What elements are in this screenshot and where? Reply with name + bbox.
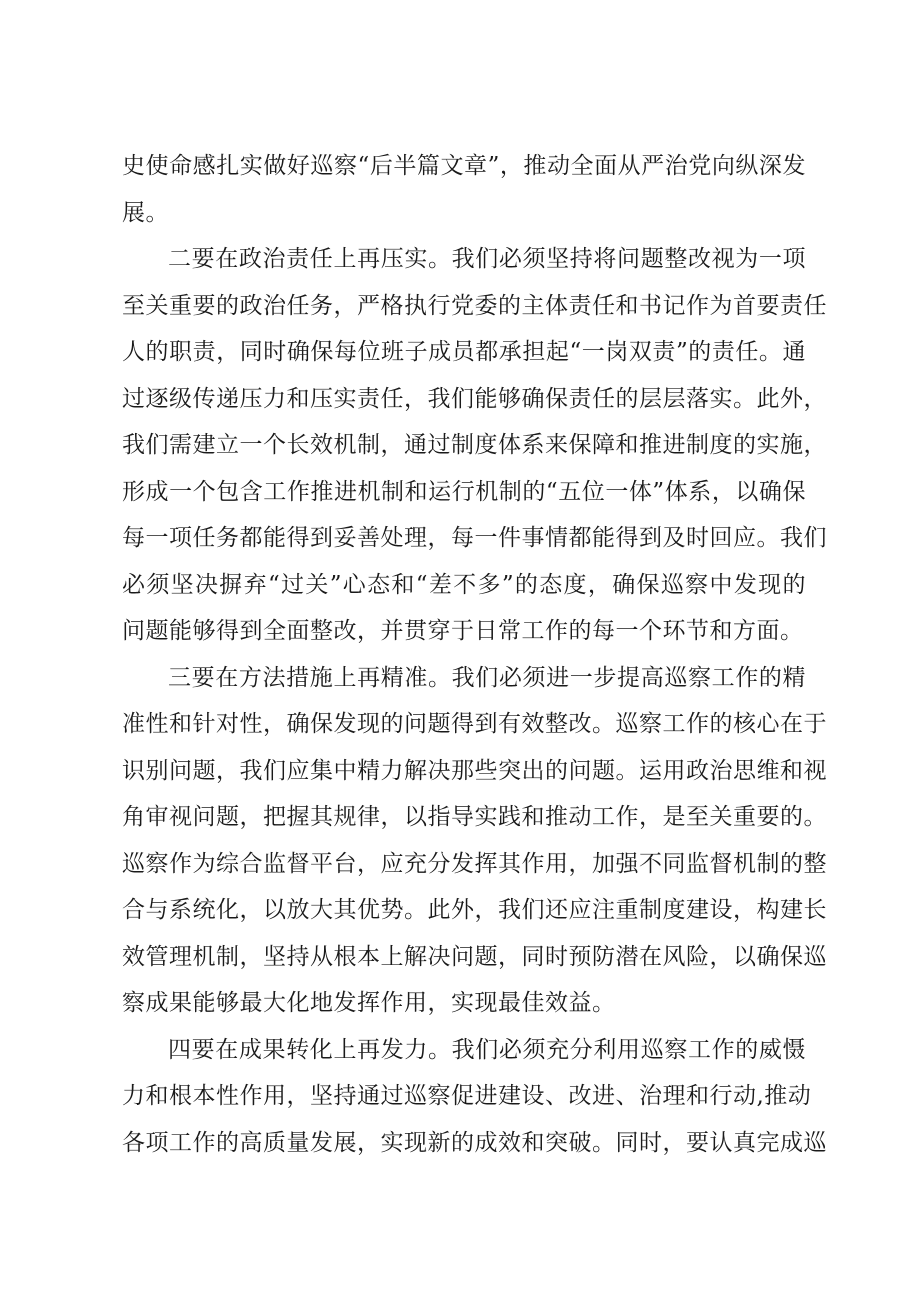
paragraph-start-line: 二要在政治责任上再压实。我们必须坚持将问题整改视为一项 [168,246,806,272]
text-line: 察成果能够最大化地发挥作用，实现最佳效益。 [122,990,616,1016]
text-line: 我们需建立一个长效机制，通过制度体系来保障和推进制度的实施， [122,432,827,458]
text-line: 问题能够得到全面整改，并贯穿于日常工作的每一个环节和方面。 [122,618,804,644]
text-line: 每一项任务都能得到妥善处理，每一件事情都能得到及时回应。我们 [122,525,827,551]
text-line: 合与系统化，以放大其优势。此外，我们还应注重制度建设，构建长 [122,897,827,923]
document-body [122,143,827,1166]
text-line: 至关重要的政治任务，严格执行党委的主体责任和书记作为首要责任 [122,292,827,319]
text-line: 形成一个包含工作推进机制和运行机制的“五位一体”体系，以确保 [122,478,806,505]
paragraph-start-line: 三要在方法措施上再精准。我们必须进一步提高巡察工作的精 [168,664,806,691]
text-line: 各项工作的高质量发展，实现新的成效和突破。同时，要认真完成巡 [122,1129,827,1156]
text-line: 史使命感扎实做好巡察“后半篇文章”，推动全面从严治党向纵深发 [122,153,806,179]
text-line: 展。 [122,199,169,226]
text-line: 角审视问题，把握其规律，以指导实践和推动工作，是至关重要的。 [122,804,827,830]
text-line: 力和根本性作用，坚持通过巡察促进建设、改进、治理和行动,推动 [122,1083,812,1109]
text-line: 准性和针对性，确保发现的问题得到有效整改。巡察工作的核心在于 [122,711,827,737]
text-line: 巡察作为综合监督平台，应充分发挥其作用，加强不同监督机制的整 [122,850,827,877]
paragraph-start-line: 四要在成果转化上再发力。我们必须充分利用巡察工作的威慑 [168,1036,806,1063]
text-line: 识别问题，我们应集中精力解决那些突出的问题。运用政治思维和视 [122,757,827,784]
text-line: 必须坚决摒弃“过关”心态和“差不多”的态度，确保巡察中发现的 [122,571,806,598]
text-line: 效管理机制，坚持从根本上解决问题，同时预防潜在风险，以确保巡 [122,943,827,970]
text-line: 人的职责，同时确保每位班子成员都承担起“一岗双责”的责任。通 [122,339,806,365]
text-line: 过逐级传递压力和压实责任，我们能够确保责任的层层落实。此外， [122,385,827,412]
